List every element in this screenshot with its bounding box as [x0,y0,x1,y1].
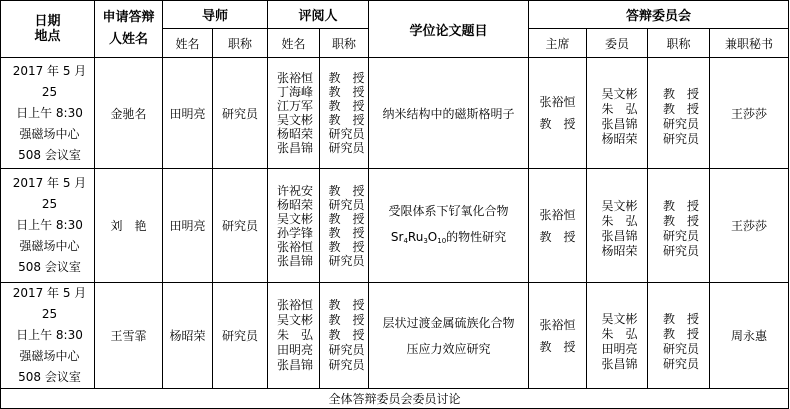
reviewer-names-cell: 张裕恒 丁海峰 江万军 吴文彬 杨昭荣 张昌锦 [268,58,320,169]
advisor-title-cell: 研究员 [213,169,268,283]
header-row-1 [1,1,789,29]
header-thesis-title: 学位论文题目 [369,1,529,58]
thesis-line-1: 受限体系下钌氧化合物 [388,203,509,218]
header-reviewer-name: 姓名 [268,29,320,58]
date-place-cell: 2017 年 5 月 25 日上午 8:30 强磁场中心 508 会议室 [1,58,95,169]
formula-subscript: 4 [403,236,408,245]
member-titles-cell: 教 授 教 授 研究员 研究员 [648,169,710,283]
members-cell: 吴文彬 朱 弘 张昌锦 杨昭荣 [587,169,648,283]
formula-part: Sr [390,229,404,244]
header-member: 委员 [587,29,648,58]
chair-cell: 张裕恒 教 授 [529,169,587,283]
header-secretary: 兼职秘书 [710,29,789,58]
table-row [1,283,789,389]
secretary-cell: 王莎莎 [710,58,789,169]
header-date-place: 日期 地点 [1,1,95,58]
reviewer-titles-cell: 教 授 研究员 教 授 教 授 教 授 研究员 [320,169,369,283]
reviewer-titles-cell: 教 授 教 授 教 授 研究员 研究员 [320,283,369,389]
header-chair: 主席 [529,29,587,58]
thesis-title-cell: 层状过渡金属硫族化合物 压应力效应研究 [369,283,529,389]
formula-subscript: 10 [437,236,447,245]
header-advisor-title: 职称 [213,29,268,58]
header-reviewers: 评阅人 [268,1,369,29]
table-row [1,58,789,169]
applicant-cell: 金驰名 [95,58,163,169]
member-titles-cell: 教 授 教 授 研究员 研究员 [648,283,710,389]
reviewer-titles-cell: 教 授 教 授 教 授 教 授 研究员 研究员 [320,58,369,169]
footer-note: 全体答辩委员会委员讨论 [1,389,789,409]
chair-cell: 张裕恒 教 授 [529,283,587,389]
applicant-cell: 王雪霏 [95,283,163,389]
header-advisor: 导师 [163,1,268,29]
member-titles-cell: 教 授 教 授 研究员 研究员 [648,58,710,169]
thesis-suffix: 的物性研究 [446,229,507,244]
formula-subscript: 3 [423,236,428,245]
table-row [1,169,789,283]
thesis-line-2 [369,224,528,254]
applicant-cell: 刘 艳 [95,169,163,283]
header-applicant: 申请答辩 人姓名 [95,1,163,58]
header-reviewer-title: 职称 [320,29,369,58]
advisor-title-cell: 研究员 [213,58,268,169]
members-cell: 吴文彬 朱 弘 张昌锦 杨昭荣 [587,58,648,169]
advisor-name-cell: 田明亮 [163,169,213,283]
formula-part: Ru [407,229,424,244]
secretary-cell: 周永惠 [710,283,789,389]
formula-part: O [427,229,438,244]
thesis-title-cell [369,169,529,283]
advisor-title-cell: 研究员 [213,283,268,389]
thesis-title-cell: 纳米结构中的磁斯格明子 [369,58,529,169]
reviewer-names-cell: 许祝安 杨昭荣 吴文彬 孙学锋 张裕恒 张昌锦 [268,169,320,283]
header-committee: 答辩委员会 [529,1,789,29]
members-cell: 吴文彬 朱 弘 田明亮 张昌锦 [587,283,648,389]
advisor-name-cell: 杨昭荣 [163,283,213,389]
header-member-title: 职称 [648,29,710,58]
header-advisor-name: 姓名 [163,29,213,58]
date-place-cell: 2017 年 5 月 25 日上午 8:30 强磁场中心 508 会议室 [1,283,95,389]
reviewer-names-cell: 张裕恒 吴文彬 朱 弘 田明亮 张昌锦 [268,283,320,389]
advisor-name-cell: 田明亮 [163,58,213,169]
secretary-cell: 王莎莎 [710,169,789,283]
chair-cell: 张裕恒 教 授 [529,58,587,169]
date-place-cell: 2017 年 5 月 25 日上午 8:30 强磁场中心 508 会议室 [1,169,95,283]
